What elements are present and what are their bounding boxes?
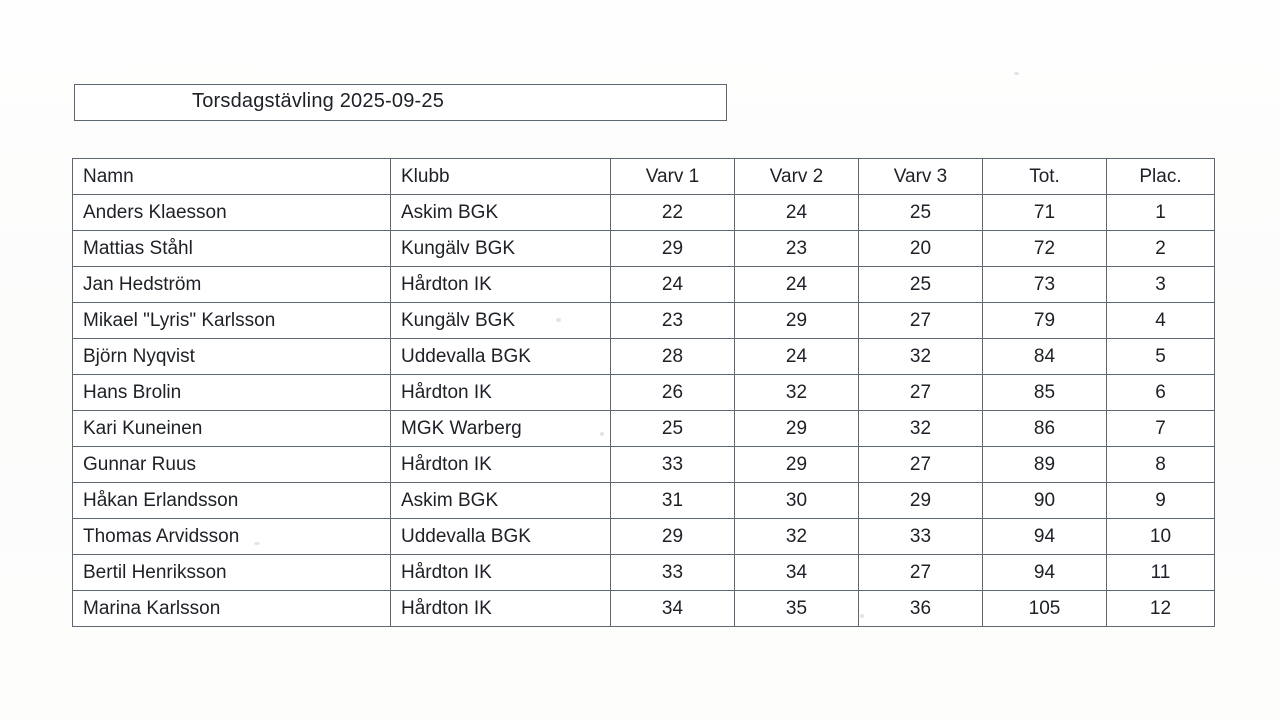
cell-varv3: 27 — [859, 447, 983, 483]
cell-varv3: 27 — [859, 555, 983, 591]
scan-artifact — [1014, 72, 1019, 75]
column-header-namn: Namn — [73, 159, 391, 195]
cell-tot: 105 — [983, 591, 1107, 627]
cell-klubb: Askim BGK — [391, 483, 611, 519]
cell-varv1: 23 — [611, 303, 735, 339]
cell-varv3: 27 — [859, 375, 983, 411]
cell-varv3: 29 — [859, 483, 983, 519]
scan-artifact — [556, 318, 561, 322]
cell-tot: 73 — [983, 267, 1107, 303]
cell-klubb: Hårdton IK — [391, 591, 611, 627]
cell-tot: 89 — [983, 447, 1107, 483]
cell-varv2: 32 — [735, 519, 859, 555]
cell-tot: 85 — [983, 375, 1107, 411]
cell-plac: 7 — [1107, 411, 1215, 447]
column-header-varv3: Varv 3 — [859, 159, 983, 195]
cell-plac: 8 — [1107, 447, 1215, 483]
cell-varv1: 22 — [611, 195, 735, 231]
cell-plac: 12 — [1107, 591, 1215, 627]
column-header-klubb: Klubb — [391, 159, 611, 195]
cell-plac: 10 — [1107, 519, 1215, 555]
table-row — [73, 231, 1215, 267]
cell-tot: 84 — [983, 339, 1107, 375]
cell-plac: 2 — [1107, 231, 1215, 267]
table-row — [73, 195, 1215, 231]
cell-varv2: 30 — [735, 483, 859, 519]
table-body — [73, 195, 1215, 627]
cell-varv2: 29 — [735, 303, 859, 339]
table-row — [73, 411, 1215, 447]
cell-varv2: 29 — [735, 411, 859, 447]
cell-tot: 71 — [983, 195, 1107, 231]
table-row — [73, 447, 1215, 483]
cell-varv3: 20 — [859, 231, 983, 267]
cell-klubb: Kungälv BGK — [391, 303, 611, 339]
cell-varv1: 28 — [611, 339, 735, 375]
cell-varv1: 33 — [611, 447, 735, 483]
cell-tot: 90 — [983, 483, 1107, 519]
table-row — [73, 375, 1215, 411]
cell-varv3: 36 — [859, 591, 983, 627]
cell-tot: 94 — [983, 519, 1107, 555]
cell-namn: Jan Hedström — [73, 267, 391, 303]
column-header-varv1: Varv 1 — [611, 159, 735, 195]
cell-varv3: 27 — [859, 303, 983, 339]
cell-varv1: 29 — [611, 519, 735, 555]
cell-varv2: 29 — [735, 447, 859, 483]
cell-varv1: 29 — [611, 231, 735, 267]
cell-varv3: 25 — [859, 267, 983, 303]
column-header-plac: Plac. — [1107, 159, 1215, 195]
cell-namn: Marina Karlsson — [73, 591, 391, 627]
table-row — [73, 591, 1215, 627]
cell-klubb: Hårdton IK — [391, 375, 611, 411]
cell-varv2: 24 — [735, 267, 859, 303]
cell-klubb: Hårdton IK — [391, 555, 611, 591]
cell-varv1: 34 — [611, 591, 735, 627]
cell-varv2: 32 — [735, 375, 859, 411]
cell-namn: Mikael "Lyris" Karlsson — [73, 303, 391, 339]
cell-varv3: 32 — [859, 339, 983, 375]
cell-plac: 11 — [1107, 555, 1215, 591]
cell-varv3: 32 — [859, 411, 983, 447]
cell-plac: 1 — [1107, 195, 1215, 231]
cell-varv1: 33 — [611, 555, 735, 591]
column-header-varv2: Varv 2 — [735, 159, 859, 195]
cell-varv1: 25 — [611, 411, 735, 447]
cell-namn: Gunnar Ruus — [73, 447, 391, 483]
cell-namn: Thomas Arvidsson — [73, 519, 391, 555]
table-row — [73, 339, 1215, 375]
cell-namn: Björn Nyqvist — [73, 339, 391, 375]
column-header-tot: Tot. — [983, 159, 1107, 195]
cell-varv2: 23 — [735, 231, 859, 267]
cell-klubb: Uddevalla BGK — [391, 339, 611, 375]
cell-tot: 86 — [983, 411, 1107, 447]
table-header-row — [73, 159, 1215, 195]
table-header — [73, 159, 1215, 195]
table-row — [73, 519, 1215, 555]
scan-artifact — [600, 432, 604, 436]
cell-klubb: Hårdton IK — [391, 267, 611, 303]
cell-namn: Anders Klaesson — [73, 195, 391, 231]
cell-tot: 79 — [983, 303, 1107, 339]
table-row — [73, 303, 1215, 339]
cell-namn: Mattias Ståhl — [73, 231, 391, 267]
table-row — [73, 483, 1215, 519]
table-row — [73, 555, 1215, 591]
results-table-container — [72, 158, 1182, 627]
cell-varv2: 34 — [735, 555, 859, 591]
cell-varv1: 31 — [611, 483, 735, 519]
scan-artifact — [254, 542, 260, 545]
cell-varv2: 24 — [735, 195, 859, 231]
cell-tot: 72 — [983, 231, 1107, 267]
cell-klubb: Uddevalla BGK — [391, 519, 611, 555]
cell-plac: 5 — [1107, 339, 1215, 375]
cell-klubb: Kungälv BGK — [391, 231, 611, 267]
document-title: Torsdagstävling 2025-09-25 — [192, 90, 445, 112]
cell-klubb: Hårdton IK — [391, 447, 611, 483]
cell-namn: Hans Brolin — [73, 375, 391, 411]
cell-varv2: 24 — [735, 339, 859, 375]
cell-plac: 9 — [1107, 483, 1215, 519]
cell-varv3: 33 — [859, 519, 983, 555]
cell-varv3: 25 — [859, 195, 983, 231]
cell-plac: 6 — [1107, 375, 1215, 411]
cell-namn: Håkan Erlandsson — [73, 483, 391, 519]
scan-artifact — [860, 614, 864, 618]
cell-plac: 3 — [1107, 267, 1215, 303]
cell-tot: 94 — [983, 555, 1107, 591]
cell-plac: 4 — [1107, 303, 1215, 339]
results-table — [72, 158, 1215, 627]
cell-klubb: Askim BGK — [391, 195, 611, 231]
cell-varv1: 24 — [611, 267, 735, 303]
cell-varv2: 35 — [735, 591, 859, 627]
cell-namn: Kari Kuneinen — [73, 411, 391, 447]
table-row — [73, 267, 1215, 303]
cell-namn: Bertil Henriksson — [73, 555, 391, 591]
cell-klubb: MGK Warberg — [391, 411, 611, 447]
cell-varv1: 26 — [611, 375, 735, 411]
